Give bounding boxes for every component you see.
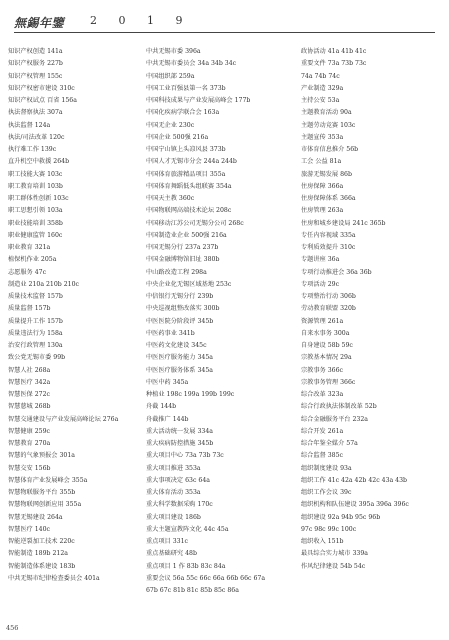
index-entry: 直升机空中救援 264b: [8, 158, 70, 166]
index-entry: 志愿服务 47c: [8, 268, 47, 276]
index-entry: 中央巡视组整改落实 300b: [146, 305, 220, 313]
index-entry: 综合改革 323a: [301, 391, 344, 398]
index-entry: 资源管理 261a: [301, 317, 344, 325]
index-entry: 重要文件 73a 73b 73c: [301, 60, 367, 68]
index-entry: 中医药文化建设 345c: [146, 342, 207, 349]
index-entry: 中国金融博物馆旧址 380b: [146, 256, 220, 264]
header-rule: [14, 32, 435, 33]
index-entry: 智能逆裂加工技术 220c: [8, 538, 75, 545]
index-entry: 宗教事务 366c: [301, 366, 343, 374]
index-entry: 职工教育培训 103b: [8, 182, 63, 190]
index-entry: 中国人才无锡市分会 244a 244b: [146, 158, 237, 166]
index-entry: 职工思想引领 103a: [8, 207, 63, 215]
index-entry: 主题宣传 353a: [301, 133, 344, 141]
index-entry: 中国无企业 230c: [146, 121, 195, 129]
index-entry: 专项活动 29c: [301, 280, 340, 288]
index-entry: 执法/司法改革 120c: [8, 133, 65, 141]
index-entry: 产业制造 329a: [301, 84, 344, 92]
index-entry: 执法督察执法 307a: [8, 109, 63, 117]
index-entry: 职业教育 321a: [8, 244, 51, 251]
index-entry: 致公党无锡市委 99b: [8, 354, 66, 362]
index-entry: 专利质效提升 310c: [301, 244, 356, 251]
index-entry: 职工技能大赛 103c: [8, 170, 63, 178]
index-entry: 最具综合实力城市 339a: [301, 550, 368, 558]
index-entry: 治安行政管理 130a: [8, 342, 63, 349]
yearbook-logo: 無錫年鑒: [14, 16, 65, 30]
index-entry: 中国工业百强县第一名 373b: [146, 84, 226, 92]
index-entry: 宗教基本情况 29a: [301, 354, 352, 362]
index-entry: 住房和城乡建设局 241c 365b: [301, 219, 386, 227]
index-entry: 中医药事业 341b: [146, 329, 195, 337]
index-entry: 知识产权试点 百省 156a: [8, 97, 77, 104]
index-entry: 中国无锡分行 237a 237b: [146, 244, 219, 251]
index-entry: 综合金融服务平台 232a: [301, 415, 368, 423]
index-entry: 组织建设 92a 94b 95c 96b: [301, 513, 381, 521]
index-entry: 中国制造业企业 500强 216a: [146, 231, 227, 239]
index-entry: 中共无锡市纪律检查委员会 401a: [8, 574, 100, 582]
index-entry: 制造业 210a 210b 210c: [8, 280, 80, 288]
index-entry: 中国宁山镇上头凉风县 373b: [146, 146, 226, 153]
index-entry: 组织收入 151b: [301, 538, 344, 545]
index-entry: 质量提升工作 157b: [8, 317, 63, 325]
index-entry: 劳动教育联盟 320b: [301, 305, 356, 313]
index-entry: 自来水事务 300a: [301, 329, 350, 337]
index-entry: 质量监督 157b: [8, 305, 51, 313]
index-entry: 智能制造 189b 212a: [8, 550, 68, 558]
index-entry: 重大项目中心 73a 73b 73c: [146, 452, 224, 460]
index-entry: 重点项目 1 作 83b 83c 84a: [146, 562, 226, 570]
index-entry: 住房保障体系 366a: [301, 195, 356, 202]
index-entry: 重大项目推进 353a: [146, 464, 201, 472]
index-entry: 67b 67c 81b 81c 85b 85c 86a: [146, 587, 239, 594]
index-entry: 中国移动江苏公司无锡分公司 268c: [146, 219, 244, 227]
index-entry: 执法监督 124a: [8, 121, 51, 129]
index-entry: 专项行动推进会 36a 36b: [301, 268, 372, 276]
index-entry: 种植业 198c 199a 199b 199c: [146, 391, 235, 398]
index-entry: 知识产权创造 141a: [8, 48, 63, 55]
index-entry: 重大主题宣教阵文化 44c 45a: [146, 525, 229, 533]
index-entry: 组织工作会议 39c: [301, 489, 352, 496]
index-entry: 重大项目建设 186b: [146, 513, 201, 521]
index-entry: 旅游无锡发展 86b: [301, 170, 352, 178]
index-entry: 自身建设 58b 59c: [301, 342, 353, 349]
index-entry: 智慧健康 259c: [8, 427, 50, 435]
index-entry: 74a 74b 74c: [301, 72, 340, 80]
index-entry: 知识产权管理 155c: [8, 72, 63, 80]
yearbook-year: 2 0 1 9: [90, 14, 192, 27]
index-entry: 主题劳动竞赛 103c: [301, 121, 356, 129]
index-entry: 智慧慈城 268b: [8, 403, 51, 411]
index-entry: 作风纪律建设 54b 54c: [301, 562, 366, 570]
index-entry: 智慧物联服务平台 355b: [8, 489, 76, 496]
index-entry: 中国科技成果与产业发展高峰会 177b: [146, 97, 251, 104]
index-entry: 政协活动 41a 41b 41c: [301, 48, 367, 55]
index-entry: 住房管理 263a: [301, 207, 344, 215]
index-entry: 中国体育旅游精品项目 355a: [146, 170, 226, 178]
index-entry: 智慧教育 270a: [8, 440, 51, 447]
index-entry: 中医医疗服务体系 345a: [146, 366, 213, 374]
index-entry: 舟截推广 144b: [146, 415, 189, 423]
index-entry: 重大活动统一发展 334a: [146, 427, 213, 435]
index-entry: 重要会议 56a 55c 66c 66a 66b 66c 67a: [146, 574, 266, 582]
index-entry: 组织工作 41c 42a 42b 42c 43a 43b: [301, 476, 408, 484]
index-entry: 主持公安 53a: [301, 97, 340, 104]
index-entry: 中医医疗服务能力 345a: [146, 354, 213, 362]
index-entry: 智慧物联网创新应用 355a: [8, 501, 82, 509]
index-entry: 质量技术监督 157b: [8, 293, 63, 300]
page-header: [14, 10, 435, 36]
index-entry: 综合开发 261a: [301, 427, 344, 435]
index-entry: 中山路改造工程 298a: [146, 268, 207, 276]
index-entry: 智慧体育产业发展峰会 355a: [8, 476, 88, 484]
index-entry: 中国化疾病学联合会 163a: [146, 109, 220, 117]
index-entry: 中共无锡市委员会 34a 34b 34c: [146, 60, 237, 68]
index-entry: 工会 公益 81a: [301, 158, 342, 166]
index-column-1: [8, 46, 143, 585]
index-entry: 中国企业 500强 216a: [146, 133, 209, 141]
index-entry: 重大事项决定 63c 64a: [146, 476, 210, 484]
index-entry: 重大疾病防控措施 345b: [146, 440, 214, 447]
index-entry: 综合行政执法体制改革 52b: [301, 403, 377, 411]
index-entry: 智慧医疗 342a: [8, 378, 51, 386]
index-entry: 重点基础研究 48b: [146, 550, 197, 558]
index-entry: 中信银行无锡分行 239b: [146, 293, 214, 300]
index-entry: 综合年鉴全媒介 57a: [301, 440, 358, 447]
index-entry: [301, 573, 446, 585]
index-entry: 组织制度建设 93a: [301, 464, 352, 472]
index-entry: [301, 585, 446, 597]
index-entry: 职业健康监管 160c: [8, 231, 63, 239]
index-column-3: [301, 46, 446, 597]
index-entry: 中共无锡市委 396a: [146, 48, 201, 55]
index-entry: 住房保障 366a: [301, 182, 344, 190]
index-entry: 重大体育活动 353a: [146, 489, 201, 496]
page-number: 456: [6, 624, 19, 632]
index-entry: 市体育信息推介 56b: [301, 146, 359, 153]
index-entry: 知识产权密市建设 310c: [8, 84, 75, 92]
index-entry: 重点项目 331c: [146, 538, 188, 545]
index-entry: 智慧无锡建设 264a: [8, 513, 63, 521]
index-column-2: [146, 46, 298, 597]
index-entry: 专项整治行动 306b: [301, 293, 356, 300]
index-entry: 舟截 144b: [146, 403, 177, 411]
index-entry: 植保机作业 205a: [8, 256, 57, 264]
index-entry: 主题教育活动 90a: [301, 109, 352, 117]
index-entry: 中医医院分阶段评 345b: [146, 317, 214, 325]
index-entry: 职业技能培训 358b: [8, 219, 63, 227]
index-entry: 宗教事务管理 366c: [301, 378, 356, 386]
index-entry: 中国组织部 259a: [146, 72, 195, 80]
index-entry: 智能制造体系建设 183b: [8, 562, 76, 570]
index-entry: 智慧医疗 140c: [8, 525, 50, 533]
index-entry: 智慧医保 272c: [8, 391, 50, 398]
index-entry: 重大科学数据采购 170c: [146, 501, 213, 509]
index-entry: 中医中药 345a: [146, 378, 189, 386]
index-entry: 组织机构和队伍建设 395a 396a 396c: [301, 501, 409, 509]
index-entry: 中国物联网高端技术论坛 208c: [146, 207, 232, 215]
index-entry: 知识产权服务 227b: [8, 60, 63, 68]
index-entry: 中国体育舞蹈低头组联赛 354a: [146, 182, 232, 190]
index-entry: 智慧的气象预报会 301a: [8, 452, 75, 460]
index-entry: 职工群体性创新 103c: [8, 195, 69, 202]
index-entry: 执行难工作 139c: [8, 146, 57, 153]
index-entry: 综合监督 385c: [301, 452, 343, 460]
index-entry: 专题讲座 36a: [301, 256, 340, 264]
index-entry: 质量违法行为 158a: [8, 329, 63, 337]
index-entry: 智慧人社 268a: [8, 366, 51, 374]
index-entry: 智慧交安 156b: [8, 464, 51, 472]
index-entry: 中国天主教 360c: [146, 195, 195, 202]
index-entry: 中央企业化无锡区域基地 253c: [146, 280, 232, 288]
index-entry: 智慧交通建设与产业发展高峰论坛 276a: [8, 415, 119, 423]
index-entry: 97c 98c 99c 100c: [301, 525, 357, 533]
index-entry: 专任内容视域 335a: [301, 231, 356, 239]
